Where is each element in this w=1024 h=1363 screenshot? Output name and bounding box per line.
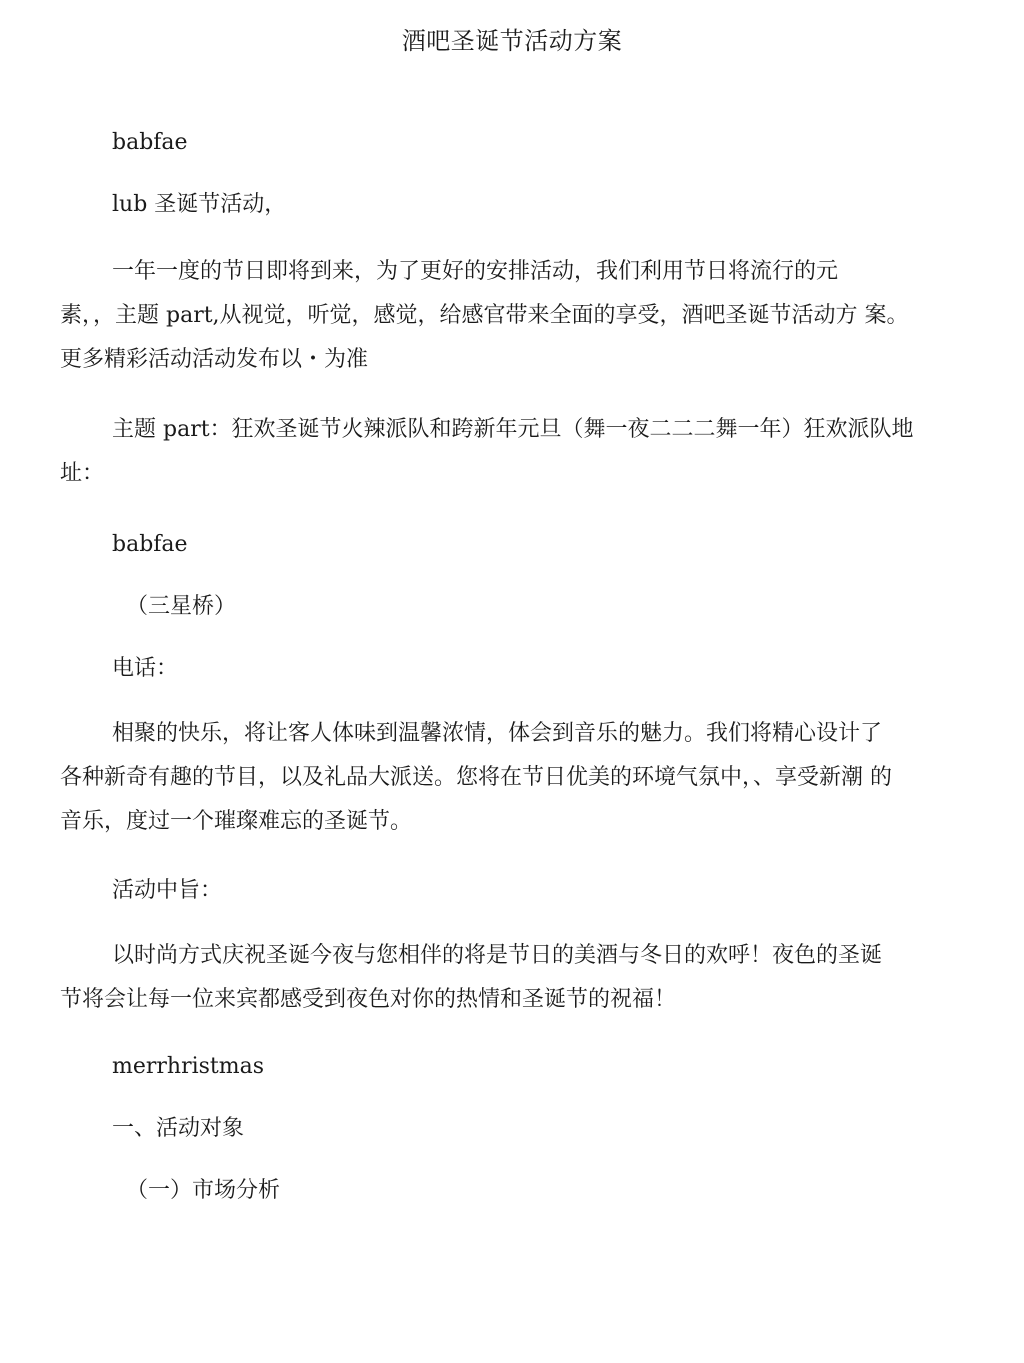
paragraph-lub-christmas: lub 圣诞节活动， [112, 192, 287, 217]
paragraph-description [60, 712, 960, 844]
paragraph-intro-line-3: 更多精彩活动活动发布以・为准 [60, 347, 369, 372]
paragraph-babfae-1: babfae [112, 130, 188, 155]
paragraph-intro-line-2: 素，，主题 part,从视觉，听觉，感觉，给感官带来全面的享受，酒吧圣诞节活动方 案。 [60, 303, 909, 328]
paragraph-purpose-heading: 活动中旨： [112, 878, 223, 903]
paragraph-intro [60, 250, 960, 382]
paragraph-description-line-1: 相聚的快乐，将让客人体味到温馨浓情，体会到音乐的魅力。我们将精心设计了 [112, 721, 883, 746]
paragraph-theme-line-1: 主题 part：狂欢圣诞节火辣派队和跨新年元旦（舞一夜二二二舞一年）狂欢派队地 [112, 417, 914, 442]
paragraph-description-line-3: 音乐，度过一个璀璨难忘的圣诞节。 [60, 809, 413, 834]
paragraph-intro-line-1: 一年一度的节日即将到来，为了更好的安排活动，我们利用节日将流行的元 [112, 259, 839, 284]
paragraph-phone: 电话： [112, 656, 179, 681]
section-heading-target: 一、活动对象 [112, 1116, 245, 1141]
paragraph-merry-christmas: merrhristmas [112, 1054, 265, 1079]
paragraph-purpose-line-1: 以时尚方式庆祝圣诞今夜与您相伴的将是节日的美酒与冬日的欢呼！夜色的圣诞 [112, 943, 883, 968]
paragraph-purpose-line-2: 节将会让每一位来宾都感受到夜色对你的热情和圣诞节的祝福！ [60, 987, 677, 1012]
paragraph-babfae-2: babfae [112, 532, 188, 557]
paragraph-description-line-2: 各种新奇有趣的节目，以及礼品大派送。您将在节日优美的环境气氛中，、享受新潮 的 [60, 765, 892, 790]
paragraph-theme [60, 408, 960, 496]
document-title: 酒吧圣诞节活动方案 [401, 27, 623, 55]
paragraph-location: （三星桥） [126, 594, 237, 619]
subsection-heading-market-analysis: （一）市场分析 [126, 1178, 281, 1203]
paragraph-theme-line-2: 址： [60, 461, 105, 486]
paragraph-purpose [60, 934, 960, 1022]
